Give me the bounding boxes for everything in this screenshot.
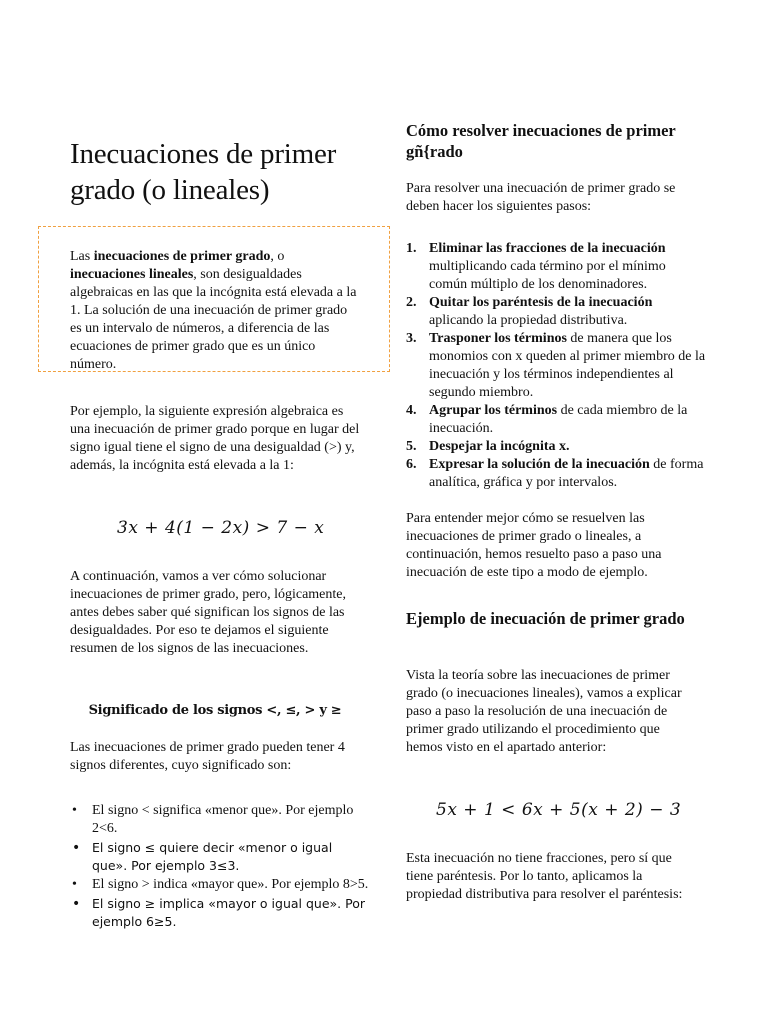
equation-example-1: 3x + 4(1 − 2x) > 7 − x	[117, 518, 325, 538]
steps-list	[406, 240, 706, 492]
understand-paragraph: Para entender mejor cómo se resuelven las inecuaciones de primer grado o lineales, a continuación, hemos resuelto paso a paso una inecuación de este tipo a modo de ejemplo.	[406, 511, 662, 580]
theory-paragraph: Vista la teoría sobre las inecuaciones de primer grado (o inecuaciones lineales), vamos a explicar paso a paso la resolución de una inecuación de primer grado utilizando el procedimiento que hemos visto en el apartado anterior:	[406, 668, 682, 755]
step-item: 5. Despejar la incógnita x.	[406, 439, 570, 454]
section-heading-resolve: Cómo resolver inecuaciones de primer gñ{rado	[406, 121, 676, 161]
steps-intro-paragraph: Para resolver una inecuación de primer grado se deben hacer los siguientes pasos:	[406, 181, 676, 214]
equation-example-2: 5x + 1 < 6x + 5(x + 2) − 3	[436, 800, 682, 820]
list-item: • El signo ≤ quiere decir «menor o igual que». Por ejemplo 3≤3.	[70, 839, 370, 875]
step-item: 3. Trasponer los términos de manera que los monomios con x queden al primer miembro de la inecuación y los términos independientes al segundo miembro.	[406, 331, 706, 400]
list-item: • El signo < significa «menor que». Por ejemplo 2<6.	[70, 802, 370, 838]
step-item: 2. Quitar los paréntesis de la inecuación aplicando la propiedad distributiva.	[406, 295, 653, 328]
page-title: Inecuaciones de primer grado (o lineales)	[70, 138, 337, 206]
final-paragraph: Esta inecuación no tiene fracciones, pero sí que tiene paréntesis. Por lo tanto, aplicamos la propiedad distributiva para resolver el paréntesis:	[406, 851, 683, 902]
section-heading-example: Ejemplo de inecuación de primer grado	[406, 609, 685, 628]
list-item: • El signo ≥ implica «mayor o igual que». Por ejemplo 6≥5.	[70, 895, 370, 931]
step-item: 4. Agrupar los términos de cada miembro de la inecuación.	[406, 403, 688, 436]
continuation-paragraph: A continuación, vamos a ver cómo solucionar inecuaciones de primer grado, pero, lógicamente, antes debes saber qué significan los signos de las desigualdades. Por eso te dejamos el siguiente resumen de los signos de las inecuaciones.	[70, 569, 346, 656]
example-paragraph: Por ejemplo, la siguiente expresión algebraica es una inecuación de primer grado porque en lugar del signo igual tiene el signo de una desigualdad (>) y, además, la incógnita está elevada a la 1:	[70, 404, 360, 473]
step-item: 6. Expresar la solución de la inecuación de forma analítica, gráfica y por intervalos.	[406, 457, 704, 490]
step-item: 1. Eliminar las fracciones de la inecuación multiplicando cada término por el mínimo común múltiplo de los denominadores.	[406, 241, 666, 292]
definition-paragraph: Las inecuaciones de primer grado, o inecuaciones lineales, son desigualdades algebraicas en las que la incógnita está elevada a la 1. La solución de una inecuación de primer grado es un intervalo de números, a diferencia de las ecuaciones de primer grado que es un único número.	[70, 249, 357, 372]
signs-list	[70, 802, 370, 932]
list-item: • El signo > indica «mayor que». Por ejemplo 8>5.	[70, 876, 370, 894]
signs-intro-paragraph: Las inecuaciones de primer grado pueden tener 4 signos diferentes, cuyo significado son:	[70, 740, 345, 773]
signs-heading: Significado de los signos <, ≤, > y ≥	[88, 703, 342, 718]
